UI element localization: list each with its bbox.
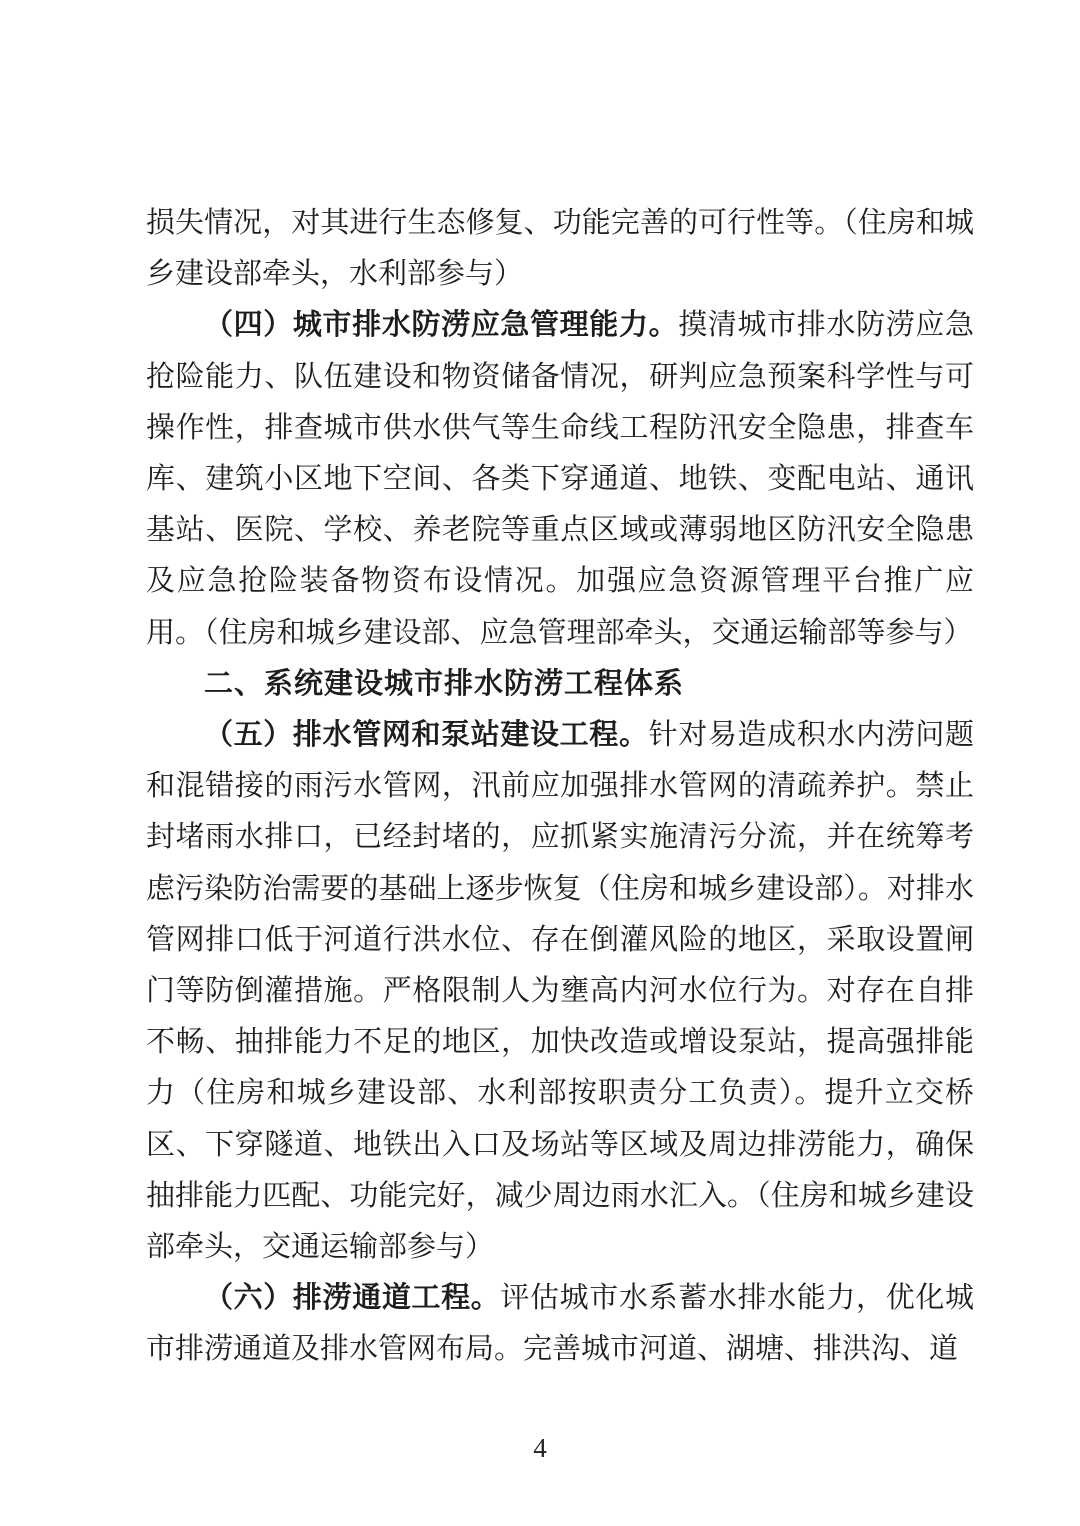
chapter-heading-run: 二、系统建设城市排水防涝工程体系: [204, 667, 685, 700]
section-title-run: （六）排涝通道工程。: [204, 1282, 501, 1315]
body-text-run: 。提升立交桥区、下穿隧道、地铁出入口及场站等区域及周边排涝能力，确保抽排能力匹配、功能完好，减少周边雨水汇入。: [146, 1077, 974, 1212]
paragraph: [146, 300, 974, 658]
department-attribution-run: （住房和城乡建设部、应急管理部牵头，交通运输部等参与）: [204, 616, 973, 649]
body-text-run: 评估城市水系蓄水排水能力，优化城市排涝通道及排水管网布局。完善城市河道、湖塘、排洪沟、道: [146, 1282, 974, 1366]
document-body: [146, 198, 974, 1376]
department-attribution-run: （住房和城乡建设部牵头，交通运输部参与）: [146, 1179, 974, 1264]
department-attribution-run: （住房和城乡建设部）: [581, 872, 858, 905]
body-text-run: 摸清城市排水防涝应急抢险能力、队伍建设和物资储备情况，研判应急预案科学性与可操作性，排查城市供水供气等生命线工程防汛安全隐患，排查车库、建筑小区地下空间、各类下穿通道、地铁、变配电站、通讯基站、医院、学校、养老院等重点区域或薄弱地区防汛安全隐患及应急抢险装备物资布设情况。加强应急资源管理平台推广应用。: [146, 309, 974, 649]
page-number: 4: [533, 1433, 547, 1463]
department-attribution-run: （住房和城乡建设部、水利部按职责分工负责）: [176, 1077, 795, 1110]
paragraph: [146, 710, 974, 1273]
section-title-run: （四）城市排水防涝应急管理能力。: [204, 309, 679, 342]
paragraph: [146, 1273, 974, 1375]
paragraph: [146, 198, 974, 300]
department-attribution-run: （住房和城乡建设部牵头，水利部参与）: [146, 207, 974, 291]
body-text-run: 。对排水管网排口低于河道行洪水位、存在倒灌风险的地区，采取设置闸门等防倒灌措施。严格限制人为壅高内河水位行为。对存在自排不畅、抽排能力不足的地区，加快改造或增设泵站，提高强排能力: [146, 872, 974, 1110]
chapter-heading: [146, 659, 974, 710]
section-title-run: （五）排水管网和泵站建设工程。: [204, 719, 649, 752]
body-text-run: 针对易造成积水内涝问题和混错接的雨污水管网，汛前应加强排水管网的清疏养护。禁止封堵雨水排口，已经封堵的，应抓紧实施清污分流，并在统筹考虑污染防治需要的基础上逐步恢复: [146, 719, 974, 905]
body-text-run: 损失情况，对其进行生态修复、功能完善的可行性等。: [146, 207, 844, 239]
